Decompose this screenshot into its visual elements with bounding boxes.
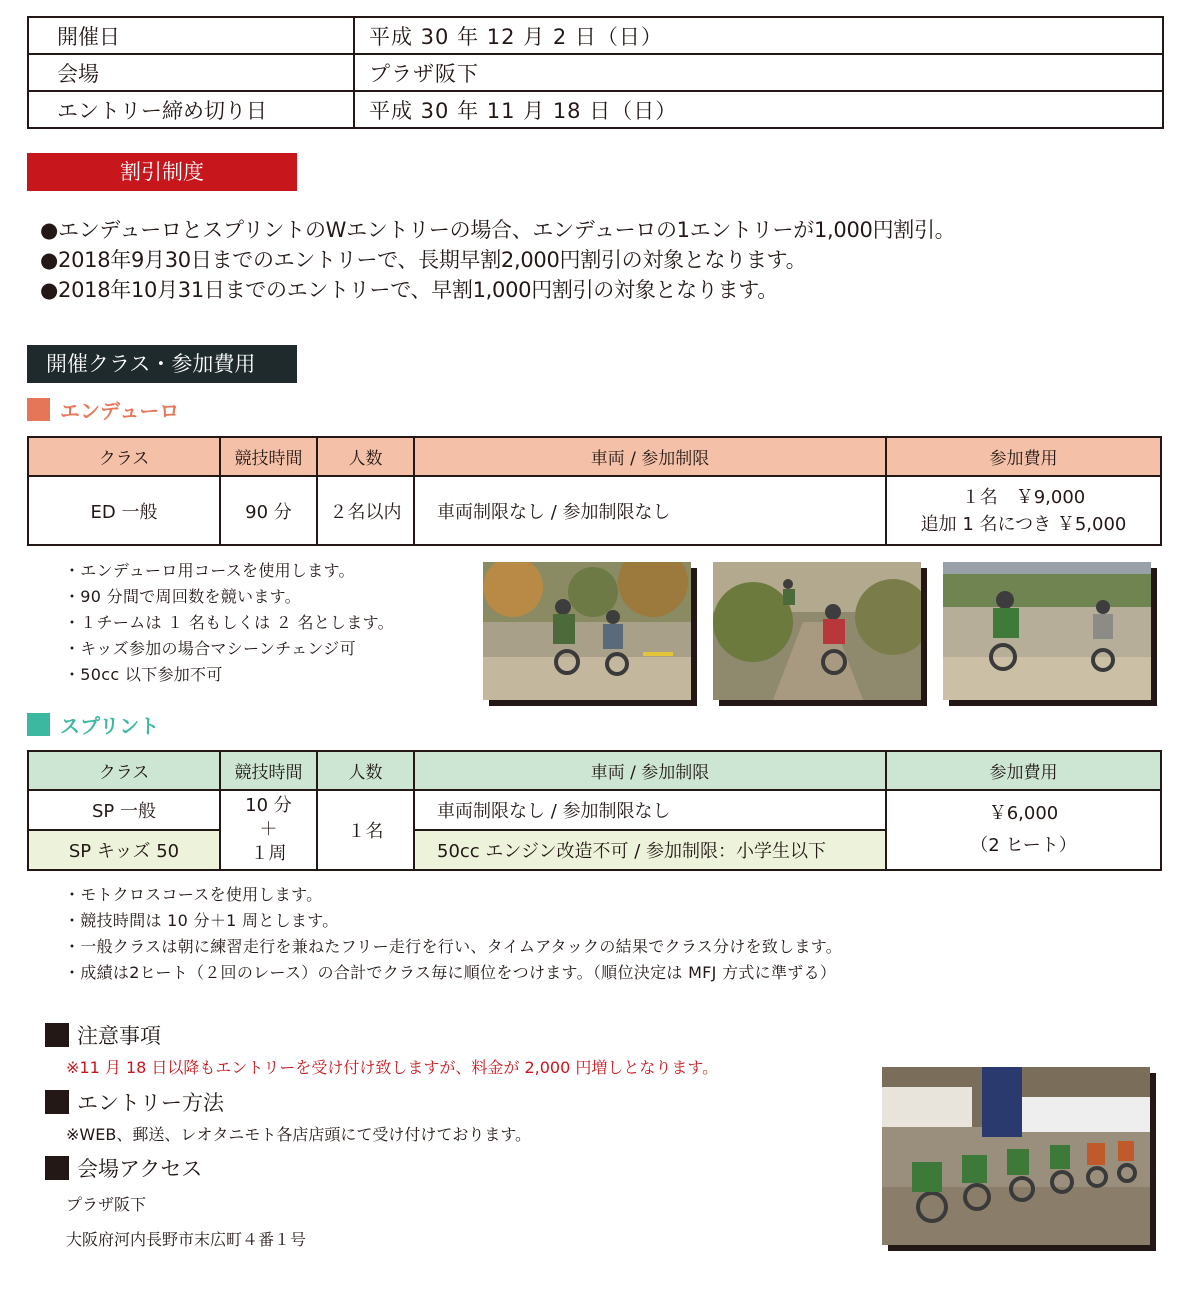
note-item: ・エンデューロ用コースを使用します。 <box>64 561 355 580</box>
square-icon <box>45 1156 69 1180</box>
event-info-table <box>27 16 1164 129</box>
time-line: １周 <box>250 843 287 864</box>
info-row-date <box>28 17 1163 54</box>
discount-section-title: 割引制度 <box>27 153 297 191</box>
cell-limit: 車両制限なし / 参加制限なし <box>414 476 886 545</box>
discount-list <box>40 215 955 305</box>
cell-time: 90 分 <box>220 476 317 545</box>
enduro-heading-label: エンデューロ <box>60 399 180 423</box>
note-item: ・一般クラスは朝に練習走行を兼ねたフリー走行を行い、タイムアタックの結果でクラス分けを致します。 <box>64 937 843 956</box>
header-time: 競技時間 <box>220 751 317 790</box>
notice-title: 注意事項 <box>77 1024 161 1048</box>
enduro-heading <box>27 395 179 424</box>
cell-fee <box>886 790 1161 870</box>
notice-heading <box>45 1020 161 1050</box>
cell-people: ２名以内 <box>317 476 414 545</box>
entry-text: ※WEB、郵送、レオタニモト各店店頭にて受け付けております。 <box>66 1125 532 1144</box>
info-label: エントリー締め切り日 <box>28 91 354 128</box>
sprint-notes <box>64 882 842 986</box>
table-row <box>28 476 1161 545</box>
table-row <box>28 790 1161 830</box>
enduro-photo <box>943 562 1151 700</box>
cell-people: １名 <box>317 790 414 870</box>
cell-class: SP 一般 <box>28 790 220 830</box>
header-limit: 車両 / 参加制限 <box>414 437 886 476</box>
access-title: 会場アクセス <box>77 1157 203 1181</box>
cell-time <box>220 790 317 870</box>
sprint-table <box>27 750 1162 871</box>
note-item: ・競技時間は 10 分＋1 周とします。 <box>64 911 339 930</box>
enduro-photo <box>713 562 921 700</box>
cell-limit: 50cc エンジン改造不可 / 参加制限：小学生以下 <box>414 830 886 870</box>
info-row-venue <box>28 54 1163 91</box>
square-icon <box>45 1023 69 1047</box>
header-class: クラス <box>28 751 220 790</box>
access-address: 大阪府河内長野市末広町４番１号 <box>66 1230 307 1249</box>
time-line: 10 分 <box>245 795 292 816</box>
access-venue: プラザ阪下 <box>66 1195 147 1214</box>
table-header-row <box>28 751 1161 790</box>
sprint-heading <box>27 710 159 739</box>
info-value: 平成 30 年 12 月 2 日（日） <box>354 17 1163 54</box>
header-fee: 参加費用 <box>886 751 1161 790</box>
fee-line: １名 ￥9,000 <box>961 486 1086 508</box>
enduro-table <box>27 436 1162 546</box>
fee-line: 追加 1 名につき ￥5,000 <box>920 513 1127 535</box>
discount-item: ●2018年9月30日までのエントリーで、長期早割2,000円割引の対象となります。 <box>40 248 807 272</box>
header-people: 人数 <box>317 437 414 476</box>
cell-class: ED 一般 <box>28 476 220 545</box>
discount-item: ●エンデューロとスプリントのWエントリーの場合、エンデューロの1エントリーが1,000円割引。 <box>40 218 956 242</box>
entry-title: エントリー方法 <box>77 1091 224 1115</box>
square-icon <box>27 398 50 421</box>
header-limit: 車両 / 参加制限 <box>414 751 886 790</box>
cell-class: SP キッズ 50 <box>28 830 220 870</box>
note-item: ・90 分間で周回数を競います。 <box>64 587 301 606</box>
cell-fee <box>886 476 1161 545</box>
note-item: ・成績は2ヒート（２回のレース）の合計でクラス毎に順位をつけます。（順位決定は MFJ 方式に準ずる） <box>64 963 837 982</box>
enduro-photo <box>483 562 691 700</box>
header-time: 競技時間 <box>220 437 317 476</box>
info-row-deadline <box>28 91 1163 128</box>
square-icon <box>27 713 50 736</box>
discount-item: ●2018年10月31日までのエントリーで、早割1,000円割引の対象となります。 <box>40 278 778 302</box>
note-item: ・モトクロスコースを使用します。 <box>64 885 323 904</box>
time-line: ＋ <box>259 819 278 840</box>
note-item: ・50cc 以下参加不可 <box>64 665 223 684</box>
note-item: ・キッズ参加の場合マシーンチェンジ可 <box>64 639 356 658</box>
start-line-photo <box>882 1067 1150 1245</box>
sprint-heading-label: スプリント <box>60 714 160 738</box>
entry-heading <box>45 1087 224 1117</box>
header-people: 人数 <box>317 751 414 790</box>
header-class: クラス <box>28 437 220 476</box>
enduro-notes <box>64 558 394 688</box>
header-fee: 参加費用 <box>886 437 1161 476</box>
info-label: 会場 <box>28 54 354 91</box>
fee-note: （2 ヒート） <box>970 835 1077 856</box>
info-value: 平成 30 年 11 月 18 日（日） <box>354 91 1163 128</box>
table-header-row <box>28 437 1161 476</box>
square-icon <box>45 1090 69 1114</box>
note-item: ・１チームは １ 名もしくは ２ 名とします。 <box>64 613 394 632</box>
info-value: プラザ阪下 <box>354 54 1163 91</box>
access-heading <box>45 1153 202 1183</box>
notice-text: ※11 月 18 日以降もエントリーを受け付け致しますが、料金が 2,000 円増しとなります。 <box>66 1058 719 1077</box>
fee-line: ￥6,000 <box>988 803 1059 824</box>
info-label: 開催日 <box>28 17 354 54</box>
classes-section-title: 開催クラス・参加費用 <box>27 345 297 383</box>
cell-limit: 車両制限なし / 参加制限なし <box>414 790 886 830</box>
